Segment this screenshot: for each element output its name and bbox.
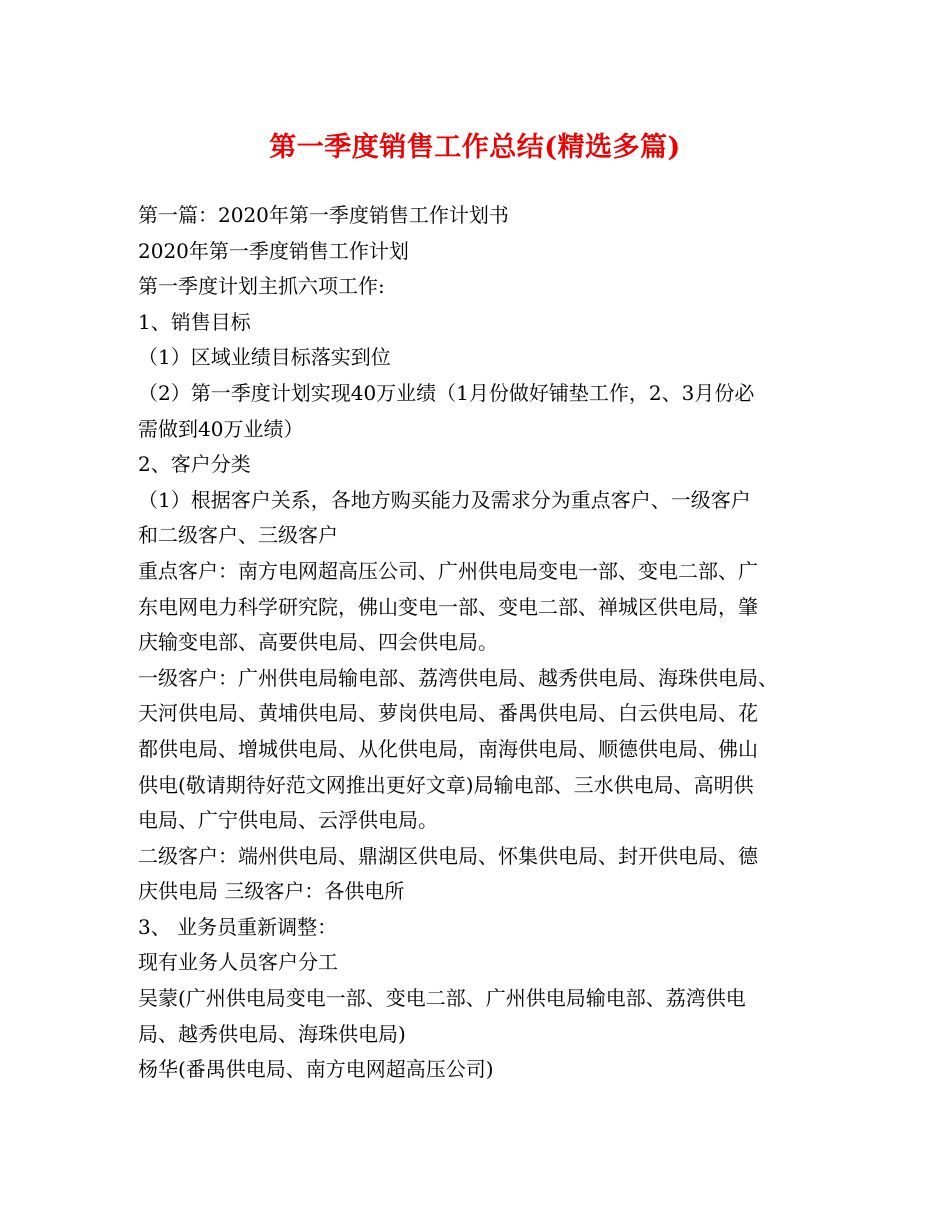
document-title: 第一季度销售工作总结(精选多篇): [269, 132, 681, 163]
text-line: 天河供电局、黄埔供电局、萝岗供电局、番禺供电局、白云供电局、花: [138, 701, 758, 726]
text-line: （2）第一季度计划实现40万业绩（1月份做好铺垫工作，2、3月份必: [138, 380, 755, 405]
text-line: 重点客户：南方电网超高压公司、广州供电局变电一部、变电二部、广: [138, 558, 758, 583]
text-line: 东电网电力科学研究院，佛山变电一部、变电二部、禅城区供电局，肇: [138, 594, 758, 619]
text-line: 二级客户：端州供电局、鼎湖区供电局、怀集供电局、封开供电局、德: [138, 843, 758, 868]
text-line: 一级客户：广州供电局输电部、荔湾供电局、越秀供电局、海珠供电局、: [138, 665, 778, 690]
text-line: 1、销售目标: [138, 309, 251, 334]
text-line: 庆供电局 三级客户：各供电所: [138, 879, 405, 904]
text-line: 3、 业务员重新调整：: [138, 914, 338, 939]
text-line: 第一季度计划主抓六项工作:: [138, 274, 385, 299]
text-line: 现有业务人员客户分工: [138, 950, 338, 975]
text-line: 电局、广宁供电局、云浮供电局。: [138, 808, 438, 833]
text-line: 和二级客户、三级客户: [138, 523, 338, 548]
text-line: 2020年第一季度销售工作计划: [138, 238, 409, 263]
text-line: 2、客户分类: [138, 452, 251, 477]
text-line: 第一篇：2020年第一季度销售工作计划书: [138, 203, 509, 227]
text-line: （1）区域业绩目标落实到位: [138, 345, 391, 370]
document-body: [138, 198, 818, 1088]
text-line: 需做到40万业绩）: [138, 416, 304, 441]
text-line: 都供电局、增城供电局、从化供电局，南海供电局、顺德供电局、佛山: [138, 736, 758, 761]
text-line: （1）根据客户关系，各地方购买能力及需求分为重点客户、一级客户: [138, 487, 751, 512]
text-line: 吴蒙(广州供电局变电一部、变电二部、广州供电局输电部、荔湾供电: [138, 986, 746, 1011]
text-line: 局、越秀供电局、海珠供电局): [138, 1021, 406, 1046]
text-line: 供电(敬请期待好范文网推出更好文章)局输电部、三水供电局、高明供: [138, 772, 754, 797]
text-line: 庆输变电部、高要供电局、四会供电局。: [138, 630, 498, 655]
text-line: 杨华(番禺供电局、南方电网超高压公司): [138, 1057, 494, 1082]
